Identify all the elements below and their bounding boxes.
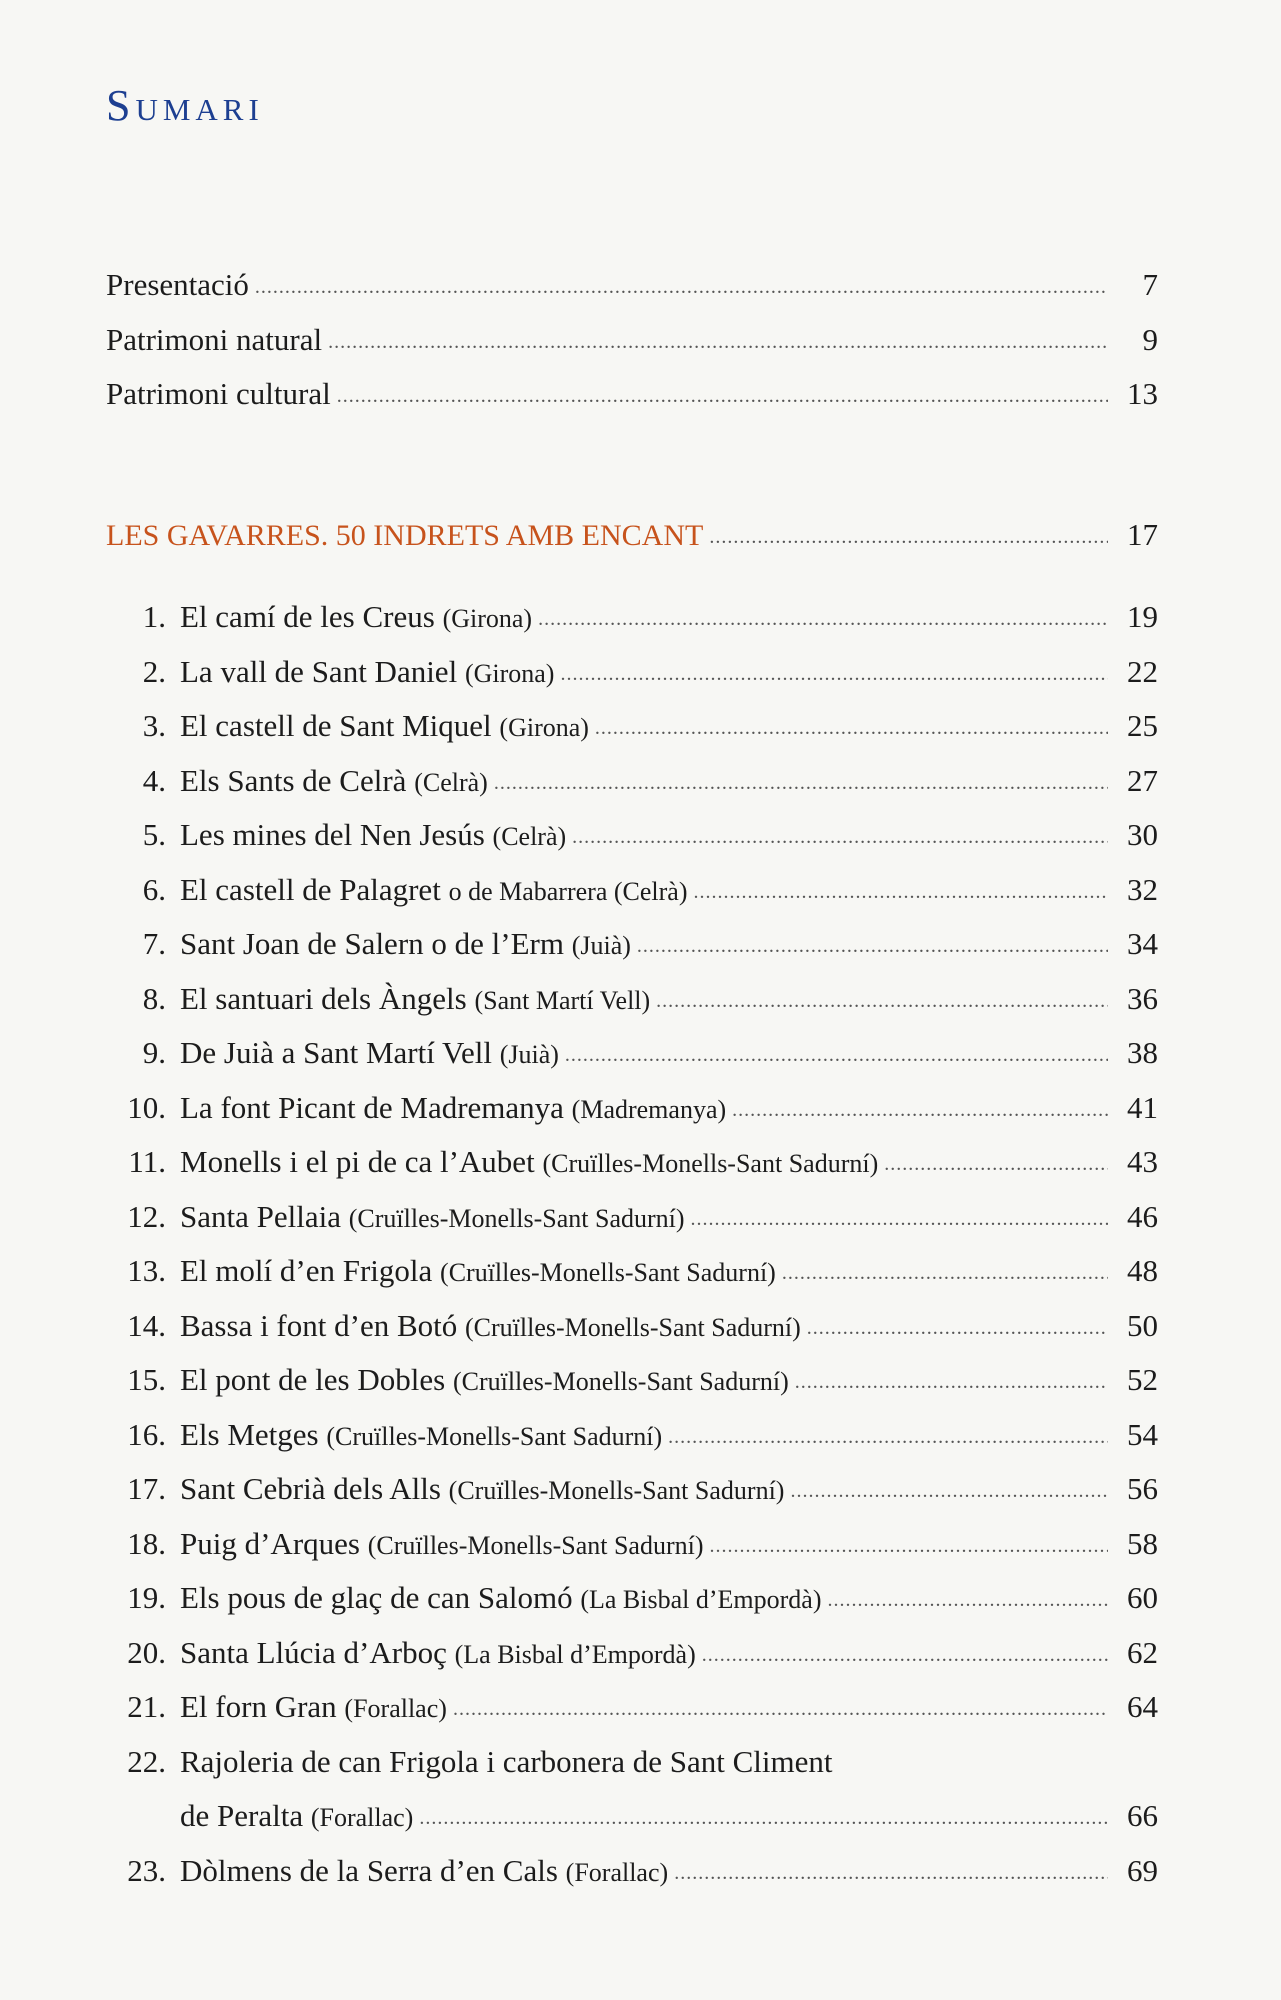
entry-title: Dòlmens de la Serra d’en Cals xyxy=(180,1852,558,1888)
page-number: 41 xyxy=(1127,1089,1158,1125)
entry-title: Puig d’Arques xyxy=(180,1525,360,1561)
entry-number: 22. xyxy=(127,1743,166,1779)
entry-place: (Girona) xyxy=(464,658,555,688)
page-number: 52 xyxy=(1127,1362,1158,1397)
page-number: 17 xyxy=(1127,516,1158,552)
entry-number: 17. xyxy=(127,1471,166,1506)
toc-entry[interactable] xyxy=(106,1299,1158,1354)
entry-number: 3. xyxy=(142,708,166,743)
entry-place: (Madremanya) xyxy=(571,1094,727,1124)
leader-dots xyxy=(807,1301,1108,1356)
toc-entry[interactable] xyxy=(106,917,1158,972)
leader-dots xyxy=(255,260,1108,315)
page-number: 54 xyxy=(1127,1416,1158,1452)
entry-number: 23. xyxy=(127,1852,166,1888)
entry-title: Sant Joan de Salern o de l’Erm xyxy=(180,926,564,961)
entry-place: (Celrà) xyxy=(492,822,567,851)
entry-title: La font Picant de Madremanya xyxy=(180,1089,564,1125)
entry-number: 12. xyxy=(127,1198,166,1234)
toc-entry[interactable] xyxy=(106,754,1158,809)
entry-title: El camí de les Creus xyxy=(180,599,435,634)
entry-title-continued: de Peralta xyxy=(180,1798,304,1833)
leader-dots xyxy=(595,701,1108,756)
leader-dots xyxy=(884,1137,1108,1192)
page-number: 22 xyxy=(1127,653,1158,689)
entry-number: 9. xyxy=(142,1035,166,1070)
page-number: 46 xyxy=(1127,1198,1158,1234)
leader-dots xyxy=(637,919,1108,974)
entry-place: (Forallac) xyxy=(310,1803,414,1832)
toc-entry[interactable] xyxy=(106,699,1158,754)
toc-intro-item[interactable] xyxy=(106,258,1158,313)
entry-number: 14. xyxy=(127,1307,166,1343)
entry-title: Bassa i font d’en Botó xyxy=(180,1307,458,1343)
entry-number: 6. xyxy=(142,871,166,907)
toc-entry-22-line1[interactable] xyxy=(106,1735,1158,1790)
entry-number: 4. xyxy=(142,762,166,798)
entry-title: Els Metges xyxy=(180,1416,319,1452)
entry-title: Santa Pellaia xyxy=(180,1198,341,1234)
entry-place: (Celrà) xyxy=(414,767,488,797)
toc-intro-item[interactable] xyxy=(106,313,1158,368)
entry-place: o de Mabarrera (Celrà) xyxy=(448,876,688,906)
entry-place: (La Bisbal d’Empordà) xyxy=(580,1585,822,1614)
entry-place: (Forallac) xyxy=(565,1857,669,1887)
leader-dots xyxy=(565,1028,1108,1083)
entry-number: 5. xyxy=(142,817,166,852)
table-of-contents xyxy=(106,258,1158,1898)
entry-place: (Cruïlles-Monells-Sant Sadurní) xyxy=(448,1476,785,1505)
entry-title: El castell de Sant Miquel xyxy=(180,708,492,743)
toc-entry[interactable] xyxy=(106,1081,1158,1136)
toc-entry[interactable] xyxy=(106,645,1158,700)
toc-intro-item[interactable] xyxy=(106,367,1158,422)
entry-title: Els Sants de Celrà xyxy=(180,762,407,798)
leader-dots xyxy=(691,1192,1108,1247)
entry-number: 8. xyxy=(142,980,166,1016)
entry-title: Les mines del Nen Jesús xyxy=(180,817,485,852)
leader-dots xyxy=(702,1628,1108,1683)
toc-entry[interactable] xyxy=(106,590,1158,645)
leader-dots xyxy=(795,1355,1108,1410)
entry-number: 16. xyxy=(127,1416,166,1452)
page-number: 43 xyxy=(1127,1144,1158,1179)
entry-number: 1. xyxy=(142,599,166,634)
toc-entry-22-line2[interactable] xyxy=(106,1789,1158,1844)
entry-place: (Cruïlles-Monells-Sant Sadurní) xyxy=(367,1530,704,1560)
toc-entry[interactable] xyxy=(106,1408,1158,1463)
leader-dots xyxy=(560,647,1108,702)
toc-entry[interactable] xyxy=(106,1517,1158,1572)
intro-label: Patrimoni natural xyxy=(106,321,323,357)
leader-dots xyxy=(668,1410,1108,1465)
entry-number: 10. xyxy=(127,1089,166,1125)
page-number: 13 xyxy=(1127,376,1158,411)
entry-title: La vall de Sant Daniel xyxy=(180,653,458,689)
entry-place: (Girona) xyxy=(499,713,589,742)
page-number: 34 xyxy=(1127,926,1158,961)
entry-title: Monells i el pi de ca l’Aubet xyxy=(180,1144,535,1179)
entry-title: Santa Llúcia d’Arboç xyxy=(180,1634,447,1670)
entry-place: (Cruïlles-Monells-Sant Sadurní) xyxy=(440,1258,776,1287)
page-number: 36 xyxy=(1127,980,1158,1016)
leader-dots xyxy=(419,1791,1108,1846)
leader-dots xyxy=(827,1573,1108,1628)
toc-entry[interactable] xyxy=(106,1026,1158,1081)
leader-dots xyxy=(710,1519,1108,1574)
toc-entry[interactable] xyxy=(106,1571,1158,1626)
entry-number: 18. xyxy=(127,1525,166,1561)
toc-entry[interactable] xyxy=(106,1462,1158,1517)
page-title: Sumari xyxy=(106,81,264,130)
toc-entry[interactable] xyxy=(106,1680,1158,1735)
page-number: 62 xyxy=(1127,1634,1158,1670)
leader-dots xyxy=(572,810,1108,865)
leader-dots xyxy=(674,1846,1108,1901)
page-number: 48 xyxy=(1127,1253,1158,1288)
page-number: 30 xyxy=(1127,817,1158,852)
entry-place: (Forallac) xyxy=(344,1694,447,1723)
entry-number: 13. xyxy=(127,1253,166,1288)
page-number: 69 xyxy=(1127,1852,1158,1888)
section-heading: LES GAVARRES. 50 INDRETS AMB ENCANT xyxy=(106,518,704,552)
leader-dots xyxy=(538,592,1108,647)
entry-title: El castell de Palagret xyxy=(180,871,441,907)
page-number: 19 xyxy=(1127,599,1158,634)
page-number: 27 xyxy=(1127,762,1158,798)
page-number: 60 xyxy=(1127,1580,1158,1615)
entry-number: 2. xyxy=(142,653,166,689)
entry-place: (Cruïlles-Monells-Sant Sadurní) xyxy=(465,1312,801,1342)
entry-title: El molí d’en Frigola xyxy=(180,1253,433,1288)
entry-title: El santuari dels Àngels xyxy=(180,980,467,1016)
page-number: 38 xyxy=(1127,1035,1158,1070)
entry-place: (Cruïlles-Monells-Sant Sadurní) xyxy=(452,1367,789,1396)
entry-number: 19. xyxy=(127,1580,166,1615)
page-number: 9 xyxy=(1142,321,1158,357)
page-number: 7 xyxy=(1142,267,1158,302)
page-number: 50 xyxy=(1127,1307,1158,1343)
leader-dots xyxy=(328,315,1108,370)
toc-entry[interactable] xyxy=(106,863,1158,918)
entry-title: Els pous de glaç de can Salomó xyxy=(180,1580,573,1615)
entry-title: De Juià a Sant Martí Vell xyxy=(180,1035,492,1070)
entry-place: (Cruïlles-Monells-Sant Sadurní) xyxy=(542,1149,879,1178)
entry-title: Rajoleria de can Frigola i carbonera de Sant Climent xyxy=(180,1743,833,1779)
section-heading-row[interactable] xyxy=(106,508,1158,563)
leader-dots xyxy=(790,1464,1108,1519)
toc-entry[interactable] xyxy=(106,1135,1158,1190)
leader-dots xyxy=(656,974,1108,1029)
page-number: 56 xyxy=(1127,1471,1158,1506)
entry-place: (Juià) xyxy=(571,931,631,960)
leader-dots xyxy=(693,865,1108,920)
page-number: 64 xyxy=(1127,1689,1158,1724)
toc-entry[interactable] xyxy=(106,1353,1158,1408)
entry-place: (La Bisbal d’Empordà) xyxy=(454,1639,696,1669)
entry-place: (Juià) xyxy=(499,1040,559,1069)
toc-entry[interactable] xyxy=(106,1626,1158,1681)
entry-title: El forn Gran xyxy=(180,1689,337,1724)
toc-entry-23[interactable] xyxy=(106,1844,1158,1899)
entry-place: (Cruïlles-Monells-Sant Sadurní) xyxy=(326,1421,663,1451)
toc-entry[interactable] xyxy=(106,1190,1158,1245)
leader-dots xyxy=(337,369,1108,424)
page-number: 66 xyxy=(1127,1798,1158,1833)
entries-list xyxy=(106,590,1158,1735)
entry-number: 21. xyxy=(127,1689,166,1724)
page-number: 58 xyxy=(1127,1525,1158,1561)
entry-number: 15. xyxy=(127,1362,166,1397)
intro-label: Presentació xyxy=(106,267,249,302)
toc-entry[interactable] xyxy=(106,1244,1158,1299)
entry-title: El pont de les Dobles xyxy=(180,1362,446,1397)
toc-entry[interactable] xyxy=(106,972,1158,1027)
entry-title: Sant Cebrià dels Alls xyxy=(180,1471,441,1506)
leader-dots xyxy=(494,756,1108,811)
entry-place: (Cruïlles-Monells-Sant Sadurní) xyxy=(348,1203,685,1233)
page-number: 32 xyxy=(1127,871,1158,907)
intro-label: Patrimoni cultural xyxy=(106,376,331,411)
leader-dots xyxy=(453,1682,1108,1737)
leader-dots xyxy=(732,1083,1108,1138)
entry-place: (Sant Martí Vell) xyxy=(474,985,651,1015)
leader-dots xyxy=(782,1246,1108,1301)
intro-list xyxy=(106,258,1158,422)
entry-place: (Girona) xyxy=(442,604,533,633)
entry-number: 7. xyxy=(142,926,166,961)
entry-number: 20. xyxy=(127,1634,166,1670)
leader-dots xyxy=(709,510,1108,565)
page-number: 25 xyxy=(1127,708,1158,743)
entry-number: 11. xyxy=(128,1144,166,1179)
toc-entry[interactable] xyxy=(106,808,1158,863)
